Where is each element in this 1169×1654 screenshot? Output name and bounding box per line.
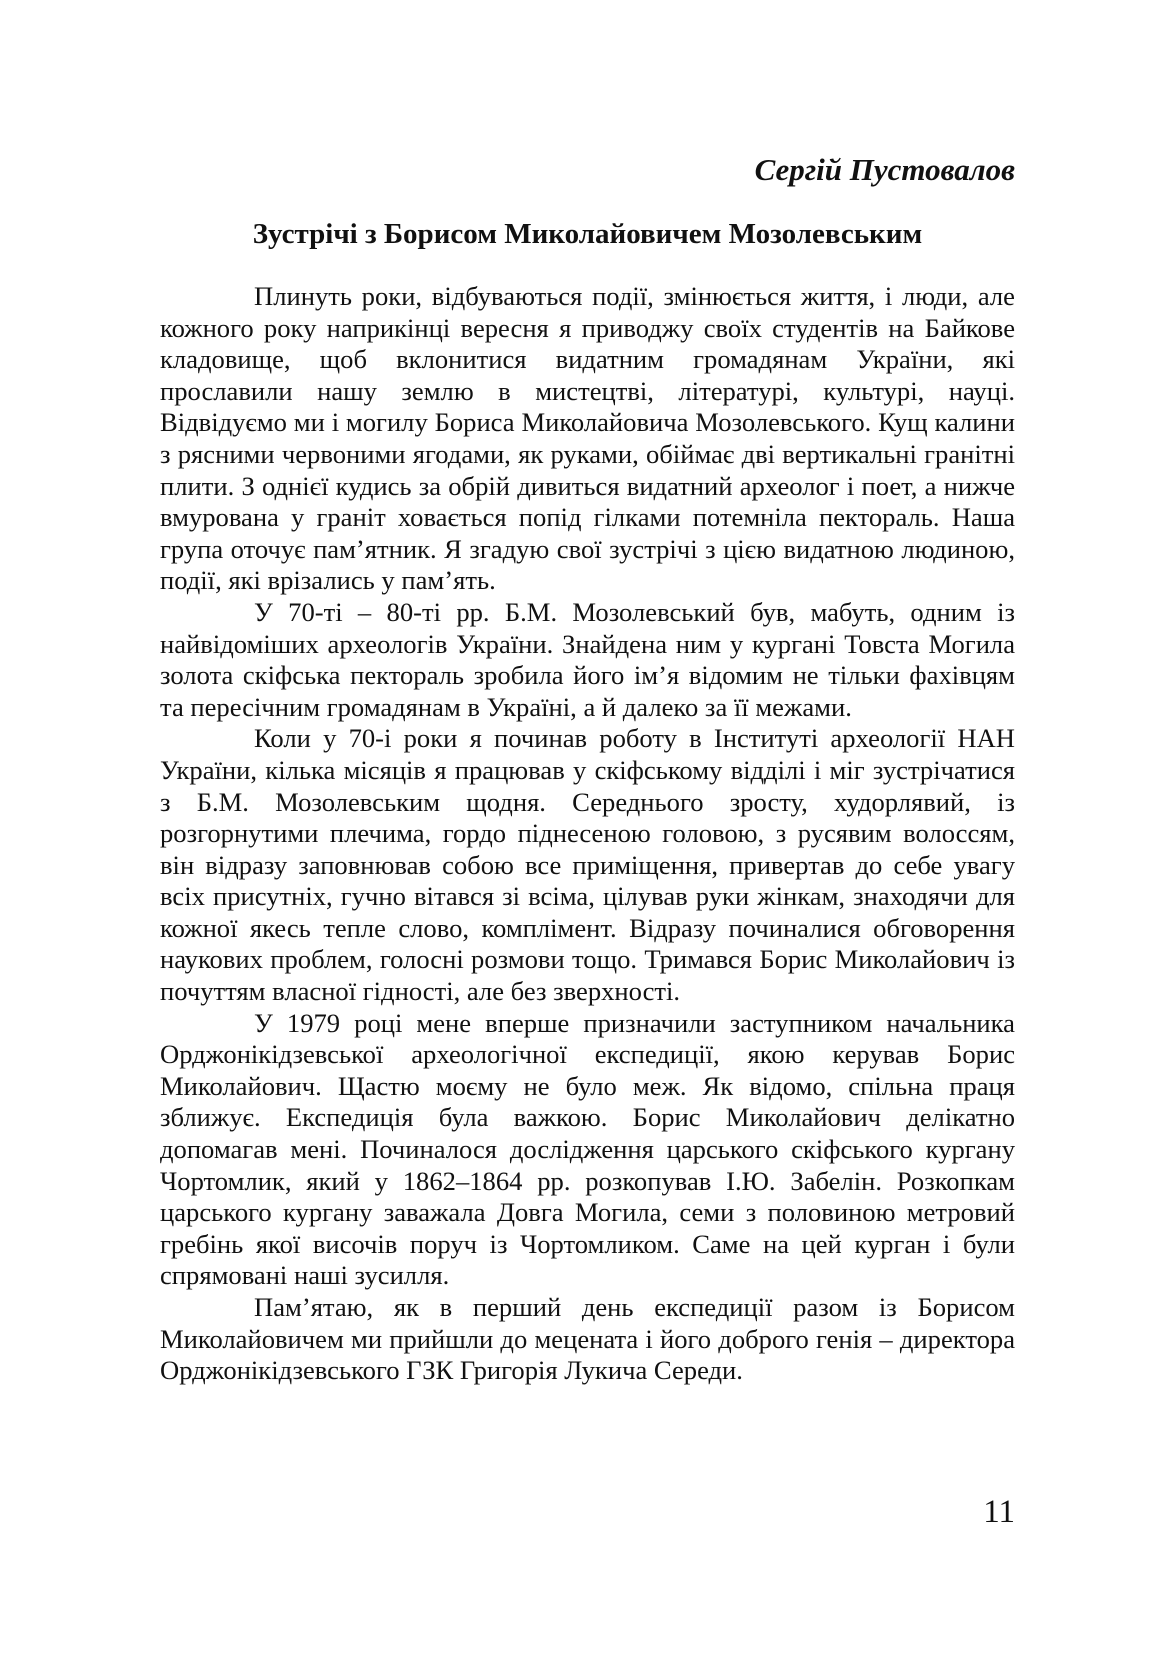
author-name: Сергій Пустовалов	[754, 152, 1015, 187]
paragraph: У 1979 році мене вперше призначили заступником начальника Орджонікідзевської археологічної експедиції, якою керував Борис Миколайович. Щастю моєму не було меж. Як відомо, спільна праця зближує. Експедиція була важкою. Борис Миколайович делікатно допомагав мені. Починалося дослідження царського скіфського кургану Чортомлик, який у 1862–1864 рр. розкопував І.Ю. Забелін. Розкопкам царського кургану заважала Довга Могила, семи з половиною метровий гребінь якої височів поруч із Чортомликом. Саме на цей курган і були спрямовані наші зусилля.	[160, 1007, 1015, 1291]
article-title: Зустрічі з Борисом Миколайовичем Мозолевським	[252, 218, 923, 250]
paragraph: Коли у 70-і роки я починав роботу в Інституті археології НАН України, кілька місяців я працював у скіфському відділі і міг зустрічатися з Б.М. Мозолевським щодня. Середнього зросту, худорлявий, із розгорнутими плечима, гордо піднесеною головою, з русявим волоссям, він відразу заповнював собою все приміщення, привертав до себе увагу всіх присутніх, гучно вітався зі всіма, цілував руки жінкам, знаходячи для кожної якесь тепле слово, комплімент. Відразу починалися обговорення наукових проблем, голосні розмови тощо. Тримався Борис Миколайович із почуттям власної гідності, але без зверхності.	[160, 723, 1015, 1007]
paragraph: Пам’ятаю, як в перший день експедиції разом із Борисом Миколайовичем ми прийшли до мецената і його доброго генія – директора Орджонікідзевського ГЗК Григорія Лукича Середи.	[160, 1292, 1015, 1386]
article-body	[160, 281, 1015, 1387]
paragraph: Плинуть роки, відбуваються події, змінюється життя, і люди, але кожного року наприкінці вересня я приводжу своїх студентів на Байкове кладовище, щоб вклонитися видатним громадянам України, які прославили нашу землю в мистецтві, літературі, культурі, науці. Відвідуємо ми і могилу Бориса Миколайовича Мозолевського. Кущ калини з рясними червоними ягодами, як руками, обіймає дві вертикальні гранітні плити. З однієї кудись за обрій дивиться видатний археолог і поет, а нижче вмурована у граніт ховається попід гілками потемніла пектораль. Наша група оточує пам’ятник. Я згадую свої зустрічі з цією видатною людиною, події, які врізались у пам’ять.	[160, 281, 1015, 596]
paragraph: У 70-ті – 80-ті рр. Б.М. Мозолевський був, мабуть, одним із найвідоміших археологів України. Знайдена ним у кургані Товста Могила золота скіфська пектораль зробила його ім’я відомим не тільки фахівцям та пересічним громадянам в Україні, а й далеко за її межами.	[160, 596, 1015, 722]
page-number: 11	[983, 1494, 1015, 1530]
